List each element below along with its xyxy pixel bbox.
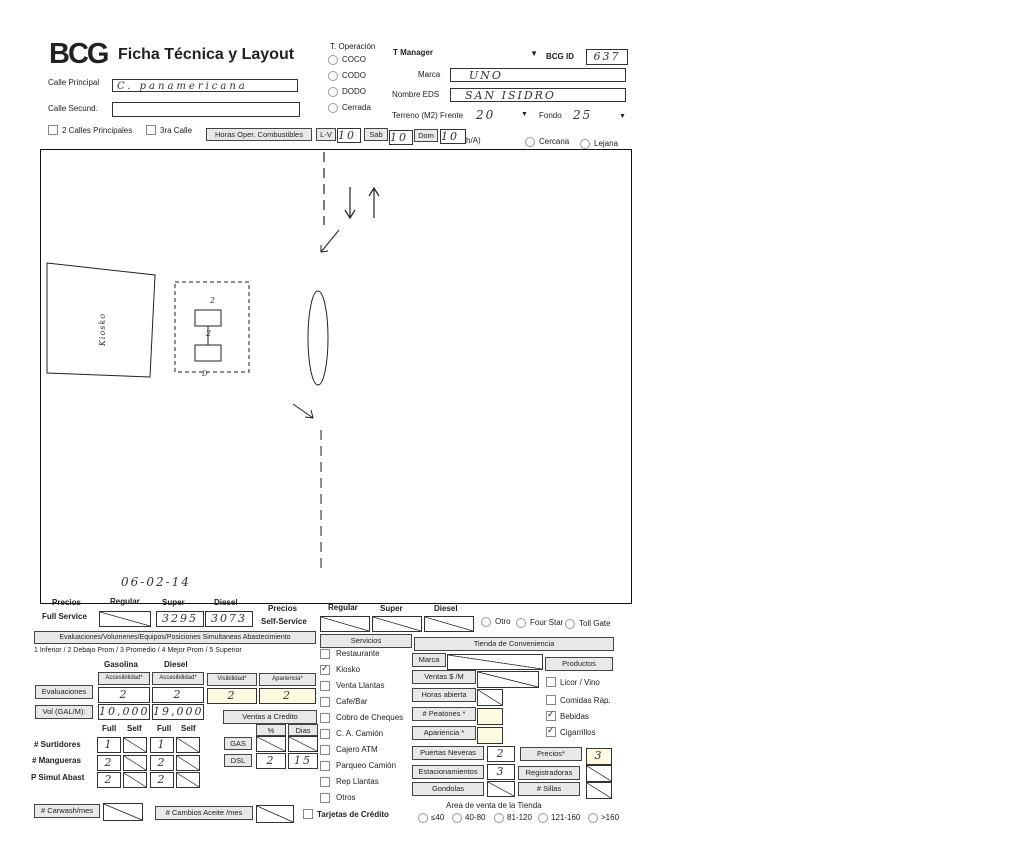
col-apariencia: Apariencia* [259,673,316,686]
tienda-marca-field[interactable] [447,654,543,670]
producto-checkbox-bebidas[interactable] [546,711,556,721]
servicio-checkbox-otros[interactable] [320,793,330,803]
servicio-checkbox-ca-camion[interactable] [320,729,330,739]
producto-checkbox-licor[interactable] [546,677,556,687]
horas-tienda-button[interactable]: Horas abierta [412,688,476,702]
terreno-frente-field[interactable]: 20 [476,108,496,122]
estacionamientos-button[interactable]: Estacionamientos [412,765,484,779]
cambios-aceite-button[interactable]: # Cambios Aceite /mes [155,806,253,820]
carwash-field[interactable] [103,803,143,821]
tarjetas-label: Tarjetas de Crédito [317,810,389,819]
horas-tienda-field[interactable] [477,689,503,706]
producto-checkbox-comidas[interactable] [546,695,556,705]
calle-secund-field[interactable] [112,102,300,117]
eval-field[interactable]: 2 [152,687,204,703]
dsl-self-header: Self [181,724,196,733]
ventas-credito-button[interactable]: Ventas a Credito [223,710,317,724]
gas-full-header: Full [102,724,117,733]
operacion-label-codo: CODO [342,71,366,80]
tienda-button[interactable]: Tienda de Conveniencia [414,637,614,651]
sillas-button[interactable]: # Sillas [518,782,580,796]
registradoras-field[interactable] [586,765,612,782]
servicio-checkbox-restaurante[interactable] [320,649,330,659]
area-radio-5[interactable] [588,813,598,823]
col-visibilidad: Visibilidad* [207,673,257,686]
grid-cell[interactable]: 2 [150,755,174,771]
chevron-down-icon[interactable]: ▼ [521,111,528,118]
self-regular-field[interactable] [320,616,370,632]
grid-cell[interactable]: 1 [150,737,174,753]
grid-cell[interactable] [123,772,147,788]
servicio-label: Cobro de Cheques [336,713,404,722]
nombre-eds-field[interactable]: SAN ISIDRO [450,88,626,102]
lejana-label: Lejana [594,139,619,148]
layout-sketch [41,150,631,603]
operacion-label-dodo: DODO [342,87,366,96]
gas-button[interactable]: GAS [224,737,252,750]
carwash-button[interactable]: # Carwash/mes [34,804,100,818]
precios-self-label2: Self-Service [261,617,307,626]
gas-dias-field[interactable] [288,736,318,752]
horas-oper-button[interactable]: Horas Oper. Combustibles [206,128,312,141]
gas-self-header: Self [127,724,142,733]
servicio-checkbox-rep-llantas[interactable] [320,777,330,787]
t-manager-select[interactable] [444,48,541,62]
lv-button[interactable]: L-V [316,128,336,141]
logo: BCG [49,38,108,70]
sab-field[interactable]: 10 [389,130,413,145]
grid-cell[interactable] [176,772,200,788]
calle-secund-label: Calle Secund. [48,104,98,113]
toll-gate-radio[interactable] [565,619,575,629]
surtidores-label: # Surtidores [34,740,81,749]
area-radio-3[interactable] [494,813,504,823]
grid-cell[interactable]: 2 [97,755,121,771]
full-super-field[interactable]: 3295 [156,611,204,627]
operacion-radio-cerrada[interactable] [328,103,338,113]
check-icon: ✓ [547,709,555,719]
dos-calles-checkbox[interactable] [48,125,58,135]
dsl-button[interactable]: DSL [224,754,252,767]
grid-cell[interactable]: 2 [97,772,121,788]
marca-label: Marca [418,70,441,79]
grid-cell[interactable]: 2 [150,772,174,788]
neveras-button[interactable]: Puertas Neveras [412,746,484,760]
grid-cell[interactable]: 1 [97,737,121,753]
registradoras-button[interactable]: Registradoras [518,766,580,780]
cambios-aceite-field[interactable] [256,805,294,823]
ventas-tienda-button[interactable]: Ventas $ /M [412,670,476,684]
pump-label: 2 [210,296,218,305]
ubicacion-suffix: h/A) [466,136,481,145]
producto-label: Licor / Vino [560,678,600,687]
precios-self-label: Precios [268,604,297,613]
servicio-label: Venta Llantas [336,681,385,690]
four-star-label: Four Star [530,618,564,627]
otro-radio[interactable] [481,617,491,627]
dsl-dias-field[interactable]: 15 [288,753,318,769]
full-diesel-field[interactable]: 3073 [205,611,253,627]
pump-label: D [202,370,210,378]
peatones-button[interactable]: # Peatones * [412,707,476,721]
layout-canvas[interactable] [40,149,632,604]
gas-pct-field[interactable] [256,736,286,752]
toll-gate-label: Toll Gate [579,619,611,628]
dsl-pct-field[interactable]: 2 [256,753,286,769]
area-option-label: ≤40 [431,813,445,822]
tienda-marca-button[interactable]: Marca [412,653,446,667]
area-radio-2[interactable] [452,813,462,823]
pump-label: 2 [206,329,214,338]
marca-field[interactable]: UNO [450,68,626,82]
precios-full-label2: Full Service [42,612,87,621]
diesel-label: Diesel [164,660,188,669]
area-radio-1[interactable] [418,813,428,823]
gondolas-button[interactable]: Gondolas [412,782,484,796]
check-icon: ✓ [547,725,555,735]
apariencia-tienda-button[interactable]: Apariencia * [412,726,476,740]
servicios-button[interactable]: Servicios [320,634,412,648]
producto-label: Comidas Ráp. [560,696,611,705]
self-diesel-field[interactable] [424,616,474,632]
fondo-label: Fondo [539,111,562,120]
producto-checkbox-cigarrillos[interactable] [546,727,556,737]
col-regular: Regular [110,597,140,606]
servicio-label: C. A. Camión [336,729,384,738]
otro-label: Otro [495,617,511,626]
col-super: Super [162,598,185,607]
cercana-label: Cercana [539,137,570,146]
fondo-field[interactable]: 25 [573,108,593,122]
peatones-field[interactable] [477,708,503,725]
full-regular-field[interactable] [99,611,151,627]
chevron-down-icon: ▼ [530,49,538,58]
operacion-label-coco: COCO [342,55,366,64]
sillas-field[interactable] [586,782,612,799]
precios-tienda-field[interactable]: 3 [586,748,612,765]
dias-header: Dias [288,724,318,736]
apariencia-tienda-field[interactable] [477,727,503,744]
area-option-label: >160 [601,813,620,822]
self-super-field[interactable] [372,616,422,632]
kiosk-label: Kiosko [98,312,108,347]
eval-scale-text: 1 Inferior / 2 Debajo Prom / 3 Promedio / 4 Mejor Prom / 5 Superior [34,647,242,654]
servicio-label: Otros [336,793,356,802]
servicio-checkbox-venta-llantas[interactable] [320,681,330,691]
sab-button[interactable]: Sab [364,128,388,141]
t-operacion-label: T. Operación [330,42,376,51]
servicio-label: Parqueo Camión [336,761,397,770]
bcg-id-field[interactable]: 637 [586,49,628,65]
ventas-tienda-field[interactable] [477,671,539,688]
servicio-label: Cafe/Bar [336,697,368,706]
cercana-radio[interactable] [525,137,535,147]
grid-cell[interactable] [123,755,147,771]
servicio-label: Cajero ATM [336,745,378,754]
col-super: Super [380,604,403,613]
col-diesel: Diesel [214,598,238,607]
grid-cell[interactable] [123,737,147,753]
servicio-checkbox-cajero-atm[interactable] [320,745,330,755]
evaluaciones-section-button[interactable]: Evaluaciones/Volumenes/Equipos/Posiciones Simultaneas Abastecimiento [34,631,316,644]
area-option-label: 121-160 [551,813,581,822]
servicio-checkbox-parqueo-camion[interactable] [320,761,330,771]
servicio-label: Rep Llantas [336,777,379,786]
page-title: Ficha Técnica y Layout [118,46,295,63]
vol-button[interactable]: Vol (GAL/M): [35,705,93,719]
col-accesibilidad-2: Accesibilidad* [152,672,204,685]
area-radio-4[interactable] [538,813,548,823]
four-star-radio[interactable] [516,618,526,628]
eval-field[interactable]: 2 [259,688,316,704]
simul-label: P Simul Abast [31,773,85,782]
servicio-checkbox-cafe-bar[interactable] [320,697,330,707]
servicio-checkbox-kiosko[interactable] [320,665,330,675]
grid-cell[interactable] [176,755,200,771]
operacion-radio-dodo[interactable] [328,87,338,97]
eval-field[interactable]: 2 [207,688,257,704]
producto-label: Bebidas [560,712,589,721]
eval-field[interactable]: 2 [98,687,150,703]
mangueras-label: # Mangueras [32,756,81,765]
gondolas-field[interactable] [487,781,515,797]
check-icon: ✓ [321,663,329,673]
dos-calles-label: 2 Calles Principales [62,126,133,135]
productos-button[interactable]: Productos [545,657,613,671]
dom-field[interactable]: 10 [440,129,466,144]
col-regular: Regular [328,603,358,612]
grid-cell[interactable] [176,737,200,753]
area-option-label: 40-80 [465,813,486,822]
date-annotation: 06-02-14 [121,575,191,589]
operacion-radio-coco[interactable] [328,55,338,65]
producto-label: Cigarrillos [560,728,596,737]
nombre-eds-label: Nombre EDS [392,90,440,99]
tercera-calle-label: 3ra Calle [160,126,193,135]
dom-button[interactable]: Dom [414,129,438,142]
terreno-label: Terreno (M2) Frente [392,111,464,120]
calle-principal-field[interactable]: C. panamericana [112,79,298,92]
chevron-down-icon[interactable]: ▼ [619,113,626,120]
col-diesel: Diesel [434,604,458,613]
dsl-full-header: Full [157,724,172,733]
tarjetas-checkbox[interactable] [303,809,313,819]
servicio-label: Restaurante [336,649,380,658]
t-manager-label: T Manager [393,48,434,57]
operacion-radio-codo[interactable] [328,71,338,81]
col-accesibilidad-1: Accesibilidad* [98,672,150,685]
precios-tienda-button[interactable]: Precios* [520,747,582,761]
neveras-field[interactable]: 2 [487,746,515,762]
tercera-calle-checkbox[interactable] [146,125,156,135]
lejana-radio[interactable] [580,139,590,149]
servicio-label: Kiosko [336,665,361,674]
vol-gas-field[interactable]: 10,000 [99,705,150,718]
lv-field[interactable]: 10 [337,128,361,143]
evaluaciones-button[interactable]: Evaluaciones [35,685,93,699]
operacion-label-cerrada: Cerrada [342,103,371,112]
area-venta-label: Area de venta de la Tienda [446,801,542,810]
bcg-id-label: BCG ID [546,52,574,61]
precios-full-label: Precios [52,598,81,607]
servicio-checkbox-cobro-cheques[interactable] [320,713,330,723]
gasolina-label: Gasolina [104,660,138,669]
calle-principal-label: Calle Principal [48,78,100,87]
vol-diesel-field[interactable]: 19,000 [153,705,204,718]
estacionamientos-field[interactable]: 3 [487,764,515,780]
area-option-label: 81-120 [507,813,532,822]
pct-header: % [256,724,286,736]
